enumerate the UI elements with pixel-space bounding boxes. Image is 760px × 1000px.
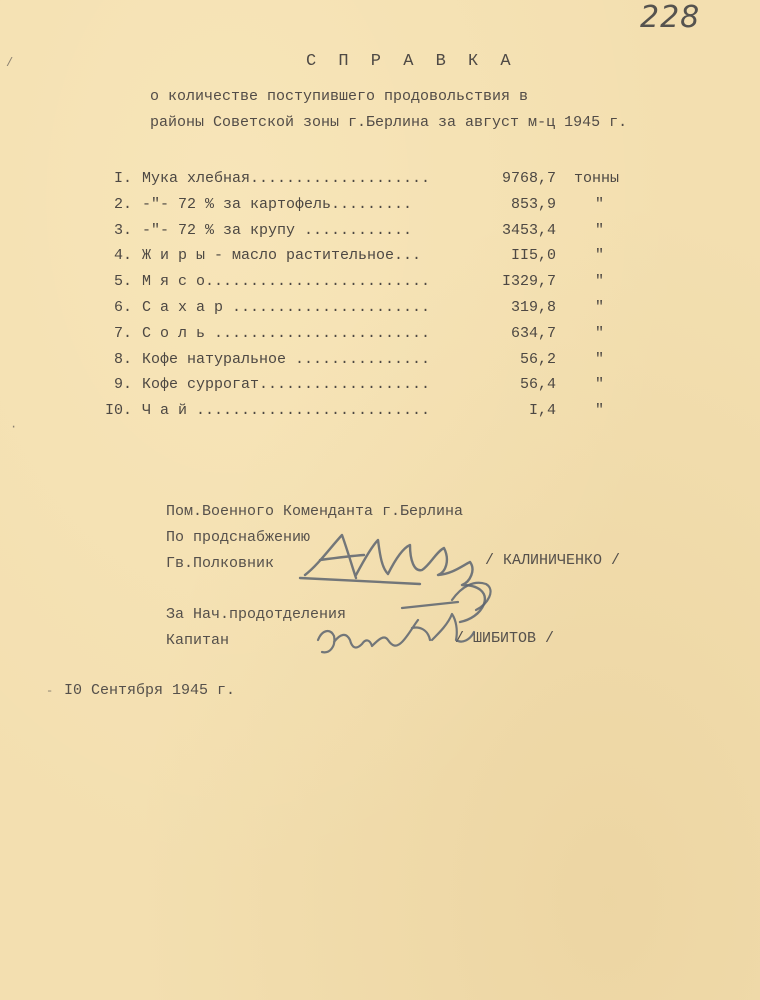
item-quantity: 56,4 [519, 376, 556, 394]
item-unit: " [595, 350, 605, 368]
list-item [100, 325, 660, 351]
document-date: I0 Сентября 1945 г. [64, 682, 236, 699]
item-unit: " [595, 247, 605, 265]
item-unit: тонны [574, 170, 620, 187]
item-quantity: 853,9 [510, 195, 556, 213]
item-number: I0. [104, 402, 132, 420]
signatory-1-name: / КАЛИНИЧЕНКО / [485, 552, 621, 569]
item-number: 8. [113, 350, 132, 368]
item-number: 3. [113, 221, 132, 239]
item-label: М я с о......................... [142, 273, 431, 291]
item-label: Ж и р ы - масло растительное... [142, 247, 422, 265]
list-item [100, 273, 660, 299]
signatory-2-name: / ШИБИТОВ / [455, 630, 555, 647]
list-item [100, 402, 660, 428]
item-quantity: II5,0 [510, 247, 556, 265]
document-subtitle-line-2: районы Советской зоны г.Берлина за август м-ц 1945 г. [150, 114, 628, 131]
item-label: -"- 72 % за картофель......... [142, 195, 413, 213]
item-quantity: 56,2 [519, 350, 556, 368]
item-number: 7. [113, 324, 132, 342]
signatory-2-rank: Капитан [166, 632, 230, 649]
item-quantity: I329,7 [501, 273, 556, 291]
item-number: 4. [113, 247, 132, 265]
list-item [100, 222, 660, 248]
item-quantity: 634,7 [510, 324, 556, 342]
item-unit: " [595, 376, 605, 394]
item-label: Ч а й .......................... [142, 402, 431, 420]
item-label: С а х а р ...................... [142, 298, 431, 316]
item-quantity: 3453,4 [501, 221, 556, 239]
signatory-1-title-line-2: По продснабжению [166, 529, 311, 546]
item-label: -"- 72 % за крупу ............ [142, 221, 413, 239]
item-quantity: 9768,7 [501, 170, 556, 187]
item-unit: " [595, 324, 605, 342]
list-item [100, 247, 660, 273]
signatory-1-title-line-1: Пом.Военного Коменданта г.Берлина [166, 503, 464, 520]
list-item [100, 376, 660, 402]
list-item [100, 299, 660, 325]
food-items-list [100, 170, 660, 428]
item-unit: " [595, 402, 605, 420]
signatory-2-title: За Нач.продотделения [166, 606, 347, 623]
item-label: Кофе натуральное ............... [142, 350, 431, 368]
list-item [100, 351, 660, 377]
item-label: Мука хлебная.................... [142, 170, 431, 187]
item-number: 9. [113, 376, 132, 394]
item-unit: " [595, 195, 605, 213]
item-unit: " [595, 273, 605, 291]
margin-mark: / [6, 56, 14, 70]
document-subtitle-line-1: о количестве поступившего продовольствия в [150, 88, 529, 105]
item-quantity: 319,8 [510, 298, 556, 316]
signatory-1-rank: Гв.Полковник [166, 555, 275, 572]
item-unit: " [595, 298, 605, 316]
item-quantity: I,4 [528, 402, 556, 420]
archive-page-number: 228 [640, 0, 701, 35]
item-unit: " [595, 221, 605, 239]
margin-mark: - [46, 684, 54, 698]
item-number: I. [113, 170, 132, 187]
document-title: С П Р А В К А [306, 52, 517, 71]
list-item [100, 170, 660, 196]
item-label: С о л ь ........................ [142, 324, 431, 342]
item-number: 6. [113, 298, 132, 316]
item-number: 5. [113, 273, 132, 291]
item-number: 2. [113, 195, 132, 213]
item-label: Кофе суррогат................... [142, 376, 431, 394]
list-item [100, 196, 660, 222]
margin-mark: · [10, 420, 18, 434]
